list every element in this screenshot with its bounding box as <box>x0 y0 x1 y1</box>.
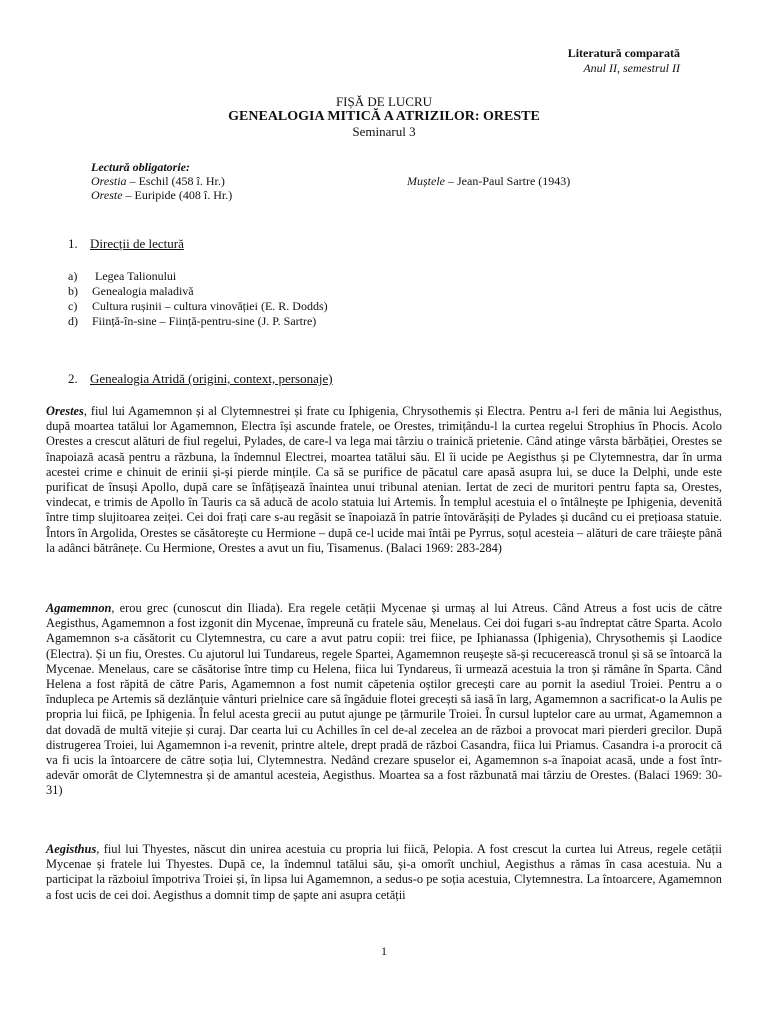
reading-item <box>91 188 232 202</box>
readings-heading: Lectură obligatorie: <box>91 160 190 174</box>
list-item-text: Cultura rușinii – cultura vinovăției (E. R. Dodds) <box>92 299 328 313</box>
title-block <box>0 94 768 139</box>
reading-item <box>407 174 570 188</box>
reading-author: – Euripide (408 î. Hr.) <box>122 188 233 202</box>
reading-item <box>91 174 225 188</box>
list-item <box>68 284 328 299</box>
list-item <box>68 299 328 314</box>
entry-name: Agamemnon <box>46 601 112 615</box>
list-item-text: Genealogia maladivă <box>92 284 194 298</box>
paragraph-orestes <box>46 404 722 556</box>
list-marker: a) <box>68 269 78 283</box>
reading-author: – Eschil (458 î. Hr.) <box>126 174 225 188</box>
section-heading-genealogy <box>68 371 333 387</box>
section-number: 1. <box>68 236 78 251</box>
reading-directions-list <box>68 269 328 329</box>
list-marker: c) <box>68 299 78 313</box>
document-title: GENEALOGIA MITICĂ A ATRIZILOR: ORESTE <box>228 109 540 124</box>
page-number: 1 <box>381 944 387 958</box>
list-item-text: Legea Talionului <box>92 269 177 283</box>
course-year: Anul II, semestrul II <box>583 61 680 75</box>
list-marker: b) <box>68 284 78 298</box>
seminar-label: Seminarul 3 <box>352 124 416 139</box>
section-number: 2. <box>68 371 78 386</box>
paragraph-agamemnon <box>46 601 722 799</box>
entry-name: Aegisthus <box>46 842 97 856</box>
readings-row <box>91 188 691 202</box>
entry-text: , fiul lui Thyestes, născut din unirea acestuia cu propria lui fiică, Pelopia. A fost crescut la curtea lui Atreus, regele cetății Mycenae și fratele lui Thyestes. După ce, la îndemnul tatălui său, și-a omorît unchiul, Aegisthus a rămas în casa acestuia. Nu a participat la războiul împotriva Troiei și, în lipsa lui Agamemnon, a sedus-o pe soția acestuia, Clytemnestra. La întoarcere, Agamemnon a fost ucis de cei doi. Aegisthus a domnit timp de șapte ani asupra cetății <box>46 842 722 902</box>
course-header <box>568 46 680 76</box>
entry-name: Orestes <box>46 404 84 418</box>
list-item <box>68 269 328 284</box>
reading-title: Oreste <box>91 188 123 202</box>
readings-row <box>91 174 691 188</box>
section-heading-reading-directions <box>68 236 184 252</box>
section-label: Direcții de lectură <box>90 236 184 251</box>
entry-text: , fiul lui Agamemnon și al Clytemnestrei și frate cu Iphigenia, Chrysothemis și Electra. Pentru a-l feri de mânia lui Aegisthus, după moartea tatălui lor Agamemnon, Electra își ascunde fratele, oe Orestes, trimițându-l la curtea regelui Strophius în Phocis. Acolo Orestes a crescut alături de fiul regelui, Pylades, de care-l va lega mai târziu o trainică prietenie. Când atinge vârsta bărbăției, Orestes se înapoiază acasă pentru a răzbuna, la îndemnul Electrei, moartea tatălui său. El îi ucide pe Aegisthus și pe Clytemnestra, dar în urma acestei crime e chinuit de erinii și-și pierde mințile. Ca să se purifice de păcatul care apasă asupra lui, se duce la Delphi, unde este purificat de însuși Apollo, după care se înfățișează înaintea unui tribunal atenian. Iertat de zeci de muritori pentru fapta sa, Orestes, vindecat, e trimis de Apollo în Tauris ca să aducă de acolo statuia lui Artemis. În templul acestuia el o întâlnește pe Iphigenia, devenită între timp slujitoarea zeiței. Cei doi frați care s-au regăsit se înapoiază în patrie întovărășiți de Pylades și ducând cu ei prețioasa statuie. Întors în Argolida, Orestes se căsătorește cu Hermione – după ce-l ucide mai întâi pe Pyrrus, soțul acesteia – alături de care trăiește până la adânci bătrânețe. Cu Hermione, Orestes a avut un fiu, Tisamenus. (Balaci 1969: 283-284) <box>46 404 722 555</box>
section-label: Genealogia Atridă (origini, context, personaje) <box>90 371 333 386</box>
reading-title: Muștele <box>407 174 445 188</box>
list-marker: d) <box>68 314 78 328</box>
reading-author: – Jean-Paul Sartre (1943) <box>445 174 571 188</box>
entry-text: , erou grec (cunoscut din Iliada). Era regele cetății Mycenae și urmaș al lui Atreus. Când Atreus a fost ucis de către Aegisthus, Agamemnon a fost izgonit din Mycenae, împreună cu fratele său, Menelaus. Cei doi fugari s-au îndreptat către Sparta. Acolo Agamemnon s-a căsătorit cu Clytemnestra, cu care a avut patru copii: trei fiice, pe Iphianassa (Iphigenia), Chrysothemis și Laodice (Electra). Și un fiu, Orestes. Cu ajutorul lui Tundareus, regele Spartei, Agamemnon reușește să-și recucerească tronul și să se întoarcă la Mycenae. Menelaus, care se căsătorise între timp cu Helena, fiica lui Tyndareus, îi urmează acestuia la tron și rămâne în Sparta. Când Helena a fost răpită de către Paris, Agamemnon a fost numit căpetenia oștilor grecești care au pornit la asediul Troiei. Pentru a o îndupleca pe Artemis să dezlănțuie vânturi prielnice care să îngăduie flotei grecești să iasă în larg, Agamemnon a sacrificat-o la Aulis pe propria lui fiică, pe Iphigenia. În felul acesta grecii au putut ajunge pe țărmurile Troiei. În cursul luptelor care au urmat, Agamemnon a dat dovadă de multă vitejie și curaj. Dar cearta lui cu Achilles în cel de-al zecelea an de război a provocat mari pierderi grecilor. După distrugerea Troiei, lui Agamemnon i-a revenit, printre altele, drept pradă de război Casandra, fiica lui Priamus. Casandra i-a prorocit că va fi ucis la întoarcere de către soția lui, Clytemnestra. Nedând crezare spuselor ei, Agamemnon s-a înapoiat acasă, unde a fost într-adevăr omorât de Clytemnestra și de amantul acesteia, Aegisthus. Moartea sa a fost răzbunată mai târziu de Orestes. (Balaci 1969: 30-31) <box>46 601 722 798</box>
paragraph-aegisthus <box>46 842 722 903</box>
list-item-text: Ființă-în-sine – Ființă-pentru-sine (J. P. Sartre) <box>92 314 317 328</box>
list-item <box>68 314 328 329</box>
reading-title: Orestia <box>91 174 127 188</box>
required-readings <box>91 160 691 202</box>
worksheet-label: FIȘĂ DE LUCRU <box>335 94 433 109</box>
course-name: Literatură comparată <box>567 46 680 60</box>
